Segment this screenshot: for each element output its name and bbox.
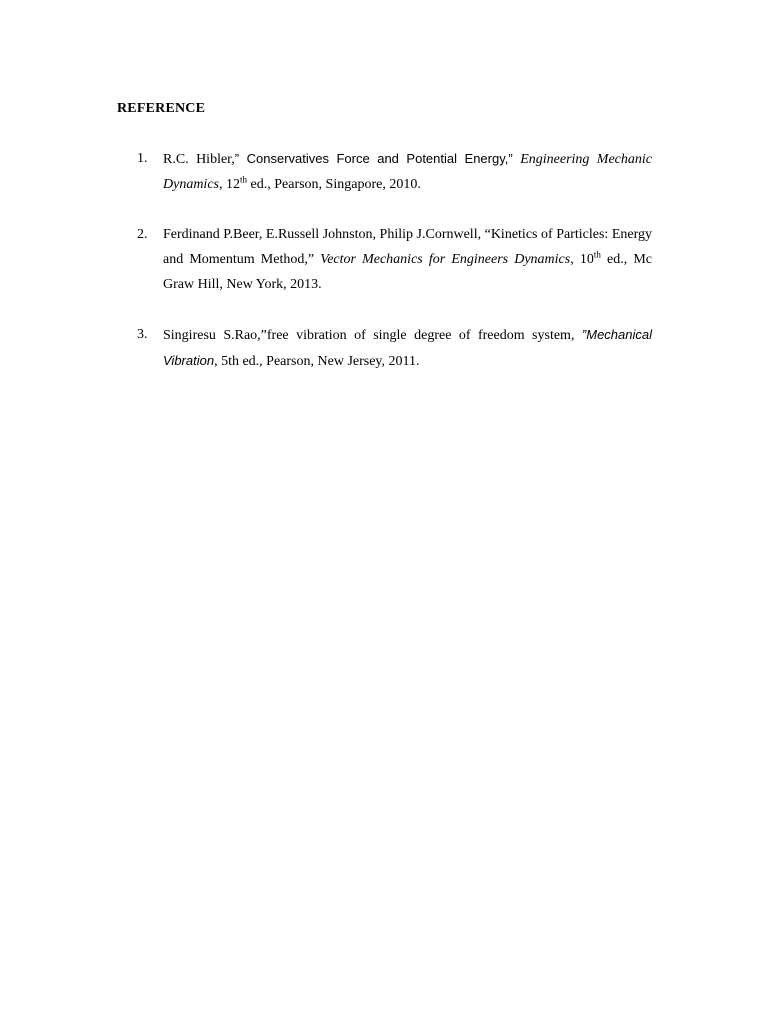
reference-book-title: ”Mechanical Vibration (163, 327, 652, 368)
reference-author-and-article: Ferdinand P.Beer, E.Russell Johnston, Philip J.Cornwell, “Kinetics of Particles: Energy and Momentum Method,” (163, 227, 652, 267)
reference-publication-details: , 5th ed., Pearson, New Jersey, 2011. (214, 354, 420, 369)
reference-number: 2. (137, 227, 148, 242)
reference-publication-details: ed., Mc Graw Hill, New York, 2013. (163, 252, 653, 292)
reference-author-and-article: Singiresu S.Rao,”free vibration of single degree of freedom system, (163, 328, 582, 343)
reference-author: R.C. Hibler, (163, 152, 235, 167)
reference-list (137, 146, 652, 399)
reference-item-3 (137, 322, 652, 374)
reference-book-title: Vector Mechanics for Engineers Dynamics (320, 252, 571, 267)
reference-edition-number: , 10 (570, 252, 594, 267)
reference-edition-suffix: th (593, 249, 601, 260)
reference-publication-details: ed., Pearson, Singapore, 2010. (247, 177, 421, 192)
reference-number: 1. (137, 151, 148, 166)
reference-heading: REFERENCE (117, 101, 206, 116)
reference-number: 3. (137, 327, 148, 342)
reference-item-1 (137, 146, 652, 197)
reference-article-title: ” Conservatives Force and Potential Energy,” (234, 151, 521, 166)
reference-book-title: Engineering Mechanic Dynamics (163, 152, 652, 192)
reference-edition-number: , 12 (219, 177, 240, 192)
reference-edition-suffix: th (240, 174, 248, 185)
reference-item-2 (137, 222, 652, 297)
